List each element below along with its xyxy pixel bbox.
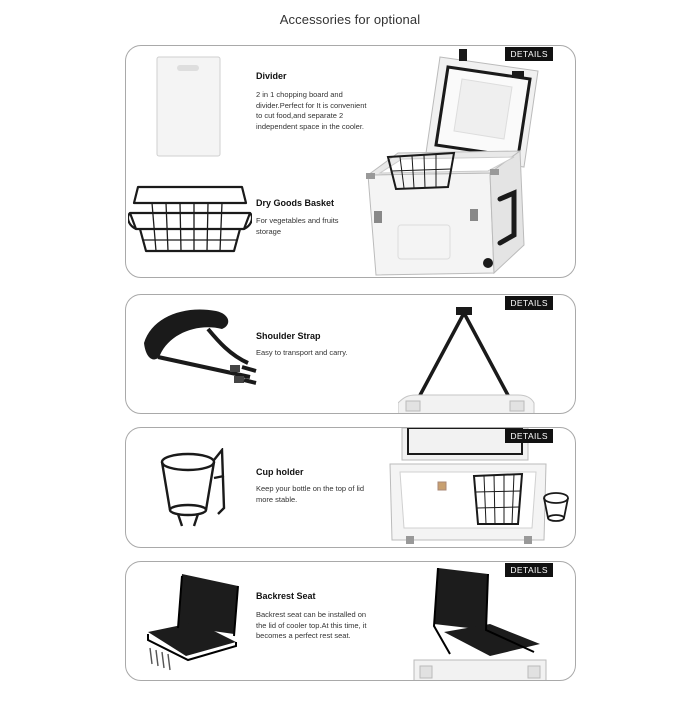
details-button[interactable]: DETAILS (505, 296, 553, 310)
cup-holder-title: Cup holder (256, 467, 304, 477)
accessory-card-divider-basket (125, 45, 576, 278)
details-button[interactable]: DETAILS (505, 47, 553, 61)
divider-title: Divider (256, 71, 287, 81)
cooler-with-backrest-seat-image (410, 568, 550, 681)
cooler-with-cup-holder-image (388, 428, 576, 548)
backrest-seat-image (140, 572, 244, 672)
shoulder-strap-image (138, 303, 258, 393)
cooler-with-strap-image (398, 303, 538, 414)
accessory-card-shoulder-strap (125, 294, 576, 414)
shoulder-strap-title: Shoulder Strap (256, 331, 321, 341)
shoulder-strap-description: Easy to transport and carry. (256, 348, 348, 357)
details-button[interactable]: DETAILS (505, 563, 553, 577)
accessory-card-backrest-seat (125, 561, 576, 681)
cooler-open-lid-image (362, 49, 568, 277)
wire-basket-image (128, 181, 252, 259)
divider-description: 2 in 1 chopping board and divider.Perfect for It is convenient to cut food,and separate 2 independent space in the cooler. (256, 90, 367, 131)
dry-goods-basket-description: For vegetables and fruits storage (256, 216, 339, 236)
dry-goods-basket-title: Dry Goods Basket (256, 198, 335, 208)
cup-holder-image (158, 448, 232, 530)
chopping-board-image (156, 56, 222, 158)
backrest-seat-title: Backrest Seat (256, 591, 316, 601)
backrest-seat-description: Backrest seat can be installed on the lid of cooler top.At this time, it becomes a perfect rest seat. (256, 610, 367, 641)
cup-holder-description: Keep your bottle on the top of lid more stable. (256, 484, 364, 504)
accessory-card-cup-holder (125, 427, 576, 548)
details-button[interactable]: DETAILS (505, 429, 553, 443)
page-title: Accessories for optional (279, 12, 421, 27)
